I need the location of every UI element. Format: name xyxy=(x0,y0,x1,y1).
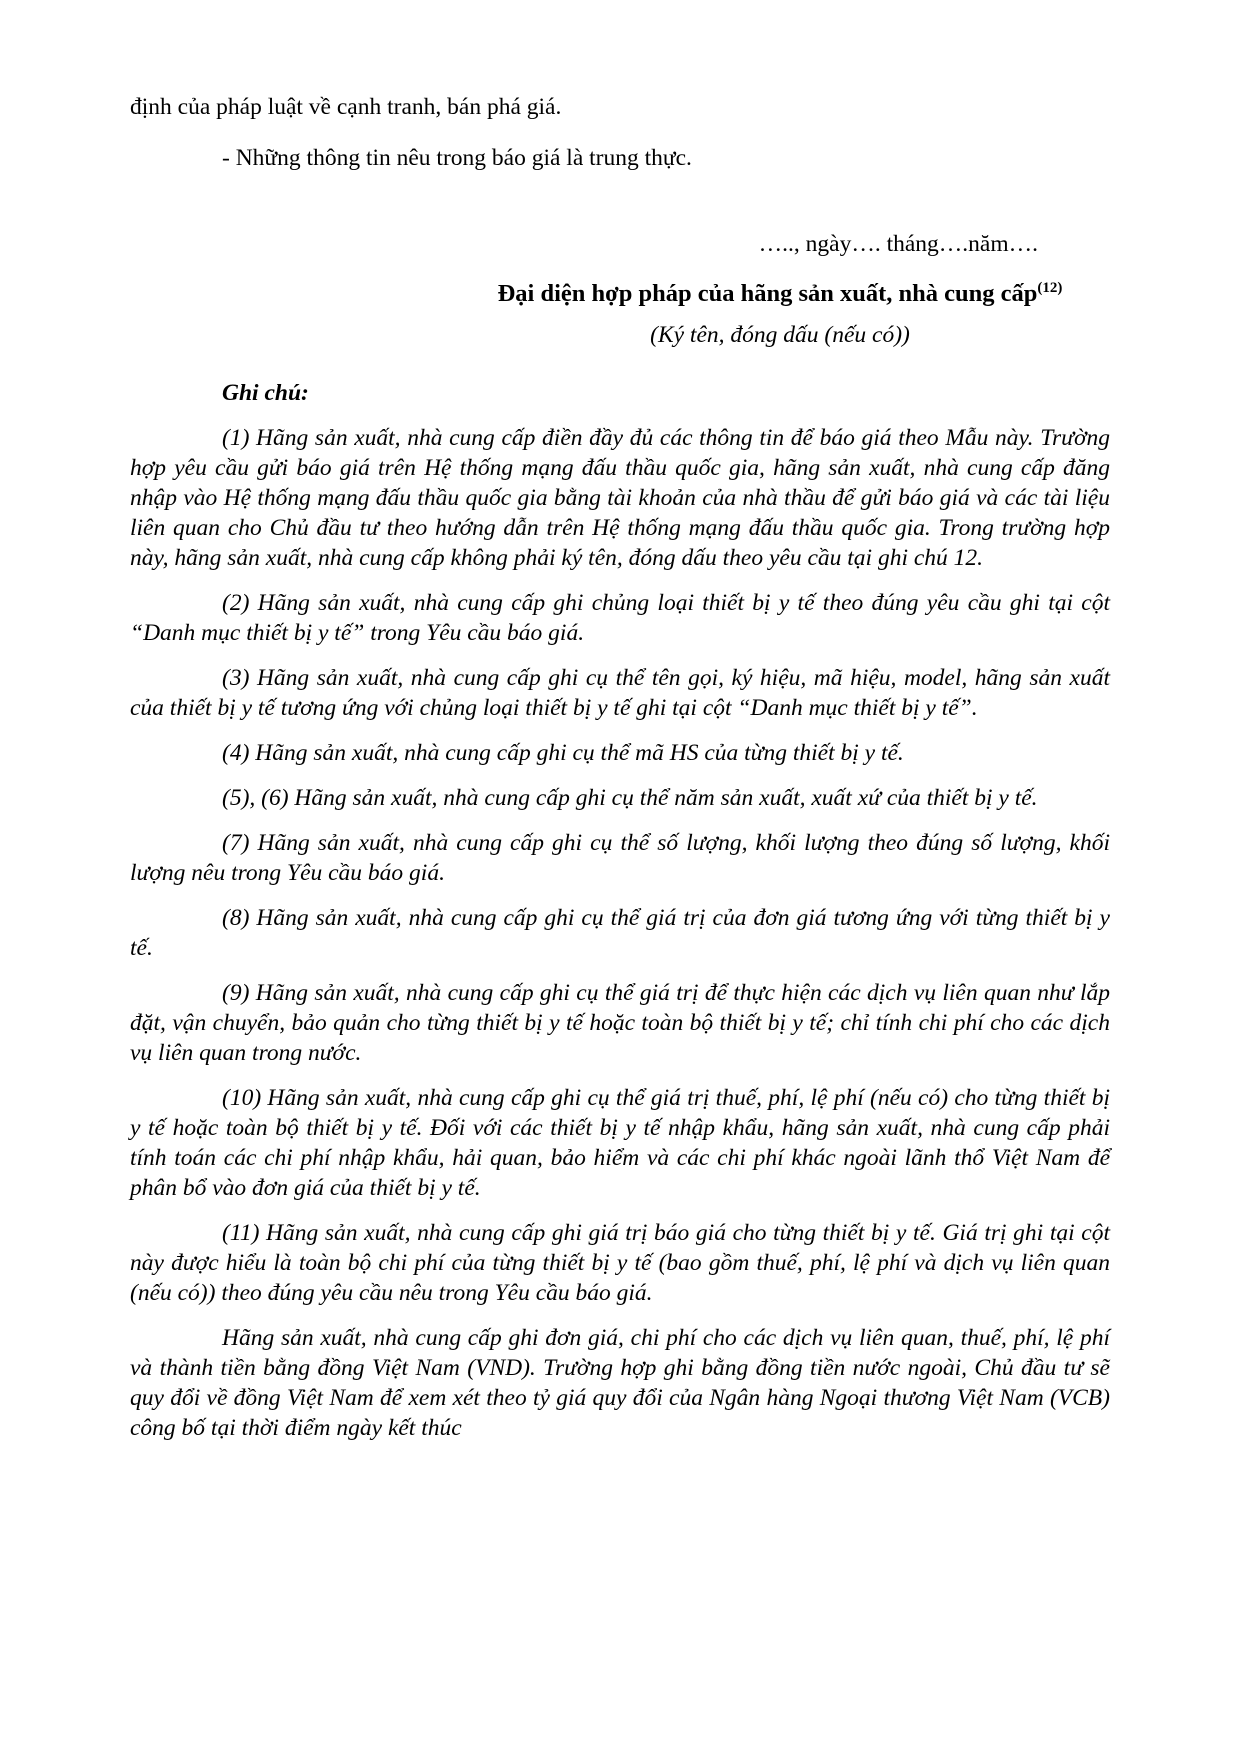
note-paragraph-8: (8) Hãng sản xuất, nhà cung cấp ghi cụ thể giá trị của đơn giá tương ứng với từng thiết bị y tế. xyxy=(130,905,1110,962)
note-paragraph-5-6: (5), (6) Hãng sản xuất, nhà cung cấp ghi cụ thể năm sản xuất, xuất xứ của thiết bị y tế. xyxy=(222,785,1038,812)
sign-and-seal-note: (Ký tên, đóng dấu (nếu có)) xyxy=(650,322,910,349)
notes-heading: Ghi chú: xyxy=(222,380,309,407)
note-paragraph-4: (4) Hãng sản xuất, nhà cung cấp ghi cụ thể mã HS của từng thiết bị y tế. xyxy=(222,740,904,767)
note-paragraph-9: (9) Hãng sản xuất, nhà cung cấp ghi cụ thể giá trị để thực hiện các dịch vụ liên quan như lắp đặt, vận chuyển, bảo quản cho từng thiết bị y tế hoặc toàn bộ thiết bị y tế; chỉ tính chi phí cho các dịch vụ liên quan trong nước. xyxy=(130,980,1110,1067)
note-paragraph-3: (3) Hãng sản xuất, nhà cung cấp ghi cụ thể tên gọi, ký hiệu, mã hiệu, model, hãng sản xuất của thiết bị y tế tương ứng với chủng loại thiết bị y tế ghi tại cột “Danh mục thiết bị y tế”. xyxy=(130,665,1110,722)
note-paragraph-11: (11) Hãng sản xuất, nhà cung cấp ghi giá trị báo giá cho từng thiết bị y tế. Giá trị ghi tại cột này được hiểu là toàn bộ chi phí của từng thiết bị y tế (bao gồm thuế, phí, lệ phí và dịch vụ liên quan (nếu có)) theo đúng yêu cầu nêu trong Yêu cầu báo giá. xyxy=(130,1220,1110,1307)
intro-line-statement: - Những thông tin nêu trong báo giá là trung thực. xyxy=(222,145,692,171)
signatory-title-footnote-ref: (12) xyxy=(1037,280,1063,296)
note-paragraph-7: (7) Hãng sản xuất, nhà cung cấp ghi cụ thể số lượng, khối lượng theo đúng số lượng, khối lượng nêu trong Yêu cầu báo giá. xyxy=(130,830,1110,887)
signature-block xyxy=(450,229,1110,350)
signatory-title xyxy=(450,272,1110,310)
note-paragraph-10: (10) Hãng sản xuất, nhà cung cấp ghi cụ thể giá trị thuế, phí, lệ phí (nếu có) cho từng thiết bị y tế hoặc toàn bộ thiết bị y tế. Đối với các thiết bị y tế nhập khẩu, hãng sản xuất, nhà cung cấp phải tính toán các chi phí nhập khẩu, hải quan, bảo hiểm và các chi phí khác ngoài lãnh thổ Việt Nam để phân bổ vào đơn giá của thiết bị y tế. xyxy=(130,1085,1110,1202)
signatory-title-text: Đại diện hợp pháp của hãng sản xuất, nhà cung cấp xyxy=(497,280,1038,308)
note-paragraph-currency: Hãng sản xuất, nhà cung cấp ghi đơn giá, chi phí cho các dịch vụ liên quan, thuế, phí, lệ phí và thành tiền bằng đồng Việt Nam (VND). Trường hợp ghi bằng đồng tiền nước ngoài, Chủ đầu tư sẽ quy đổi về đồng Việt Nam để xem xét theo tỷ giá quy đổi của Ngân hàng Ngoại thương Việt Nam (VCB) công bố tại thời điểm ngày kết thúc xyxy=(130,1325,1110,1442)
note-paragraph-1: (1) Hãng sản xuất, nhà cung cấp điền đầy đủ các thông tin để báo giá theo Mẫu này. Trường hợp yêu cầu gửi báo giá trên Hệ thống mạng đấu thầu quốc gia, hãng sản xuất, nhà cung cấp đăng nhập vào Hệ thống mạng đấu thầu quốc gia bằng tài khoản của nhà thầu để gửi báo giá và các tài liệu liên quan cho Chủ đầu tư theo hướng dẫn trên Hệ thống mạng đấu thầu quốc gia. Trong trường hợp này, hãng sản xuất, nhà cung cấp không phải ký tên, đóng dấu theo yêu cầu tại ghi chú 12. xyxy=(130,425,1110,572)
note-paragraph-2: (2) Hãng sản xuất, nhà cung cấp ghi chủng loại thiết bị y tế theo đúng yêu cầu ghi tại cột “Danh mục thiết bị y tế” trong Yêu cầu báo giá. xyxy=(130,590,1110,647)
date-placeholder-line: ….., ngày…. tháng….năm…. xyxy=(758,231,1038,257)
intro-line-continuation: định của pháp luật về cạnh tranh, bán phá giá. xyxy=(130,94,562,120)
